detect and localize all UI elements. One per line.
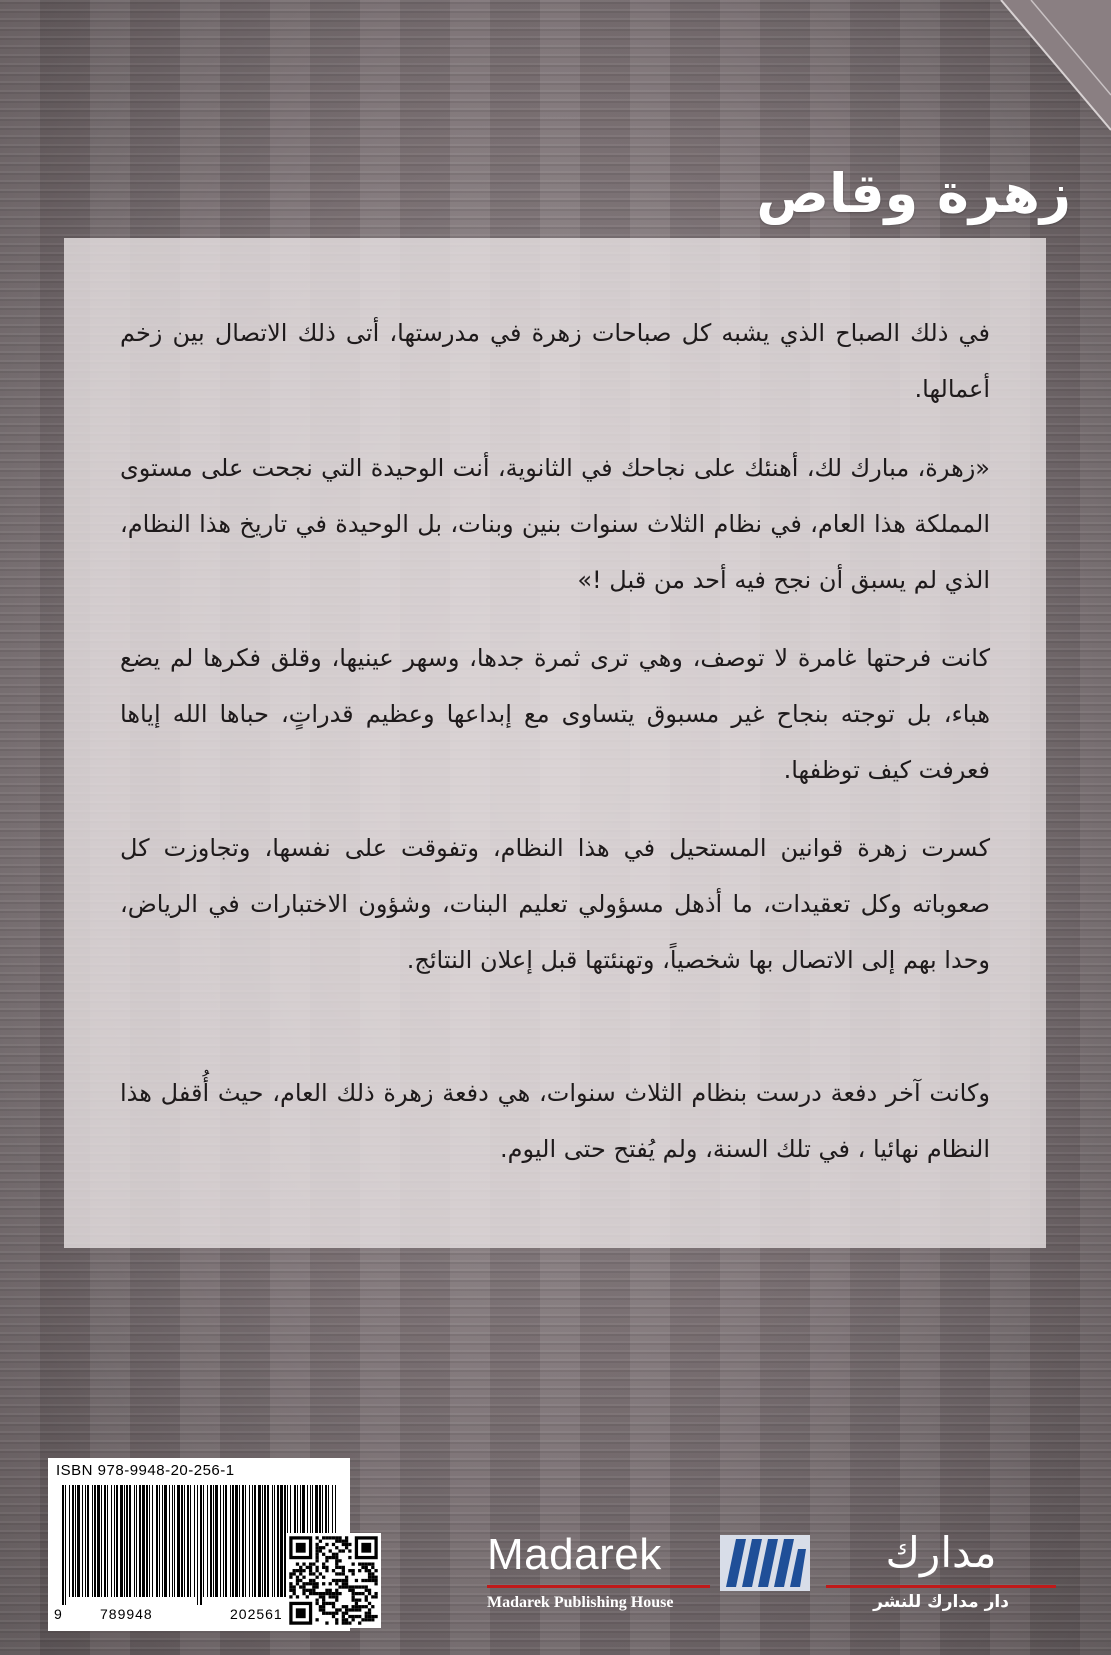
barcode-digit-first: 9 xyxy=(54,1606,62,1622)
publisher-name-arabic: مدارك xyxy=(885,1528,997,1577)
madarek-m-logo-icon xyxy=(720,1535,810,1591)
blurb-paragraph-3: كانت فرحتها غامرة لا توصف، وهي ترى ثمرة جدها، وسهر عينيها، وقلق فكرها لم يضع هباء، بل توجته بنجاح غير مسبوق يتساوى مع إبداعها وعظيم قدراتٍ، حباها الله إياها فعرفت كيف توظفها. xyxy=(120,644,990,784)
publisher-rule-latin xyxy=(487,1585,710,1588)
barcode-digits-right: 202561 xyxy=(230,1606,283,1622)
blurb-paragraph-1: في ذلك الصباح الذي يشبه كل صباحات زهرة في مدرستها، أتى ذلك الاتصال بين زخم أعمالها. xyxy=(120,319,990,403)
publisher-rule-arabic xyxy=(826,1585,1056,1588)
blurb-paragraph-2: «زهرة، مبارك لك، أهنئك على نجاحك في الثانوية، أنت الوحيدة التي نجحت على مستوى المملكة هذا العام، في نظام الثلاث سنوات بنين وبنات، بل الوحيدة في تاريخ هذا النظام، الذي لم يسبق أن نجح فيه أحد من قبل !» xyxy=(120,454,990,594)
publisher-name-latin: Madarek xyxy=(487,1530,662,1579)
folded-corner-icon xyxy=(961,0,1111,150)
blurb-paragraph-5: وكانت آخر دفعة درست بنظام الثلاث سنوات، هي دفعة زهرة ذلك العام، حيث أُقفل هذا النظام نهائيا ، في تلك السنة، ولم يُفتح حتى اليوم. xyxy=(120,1079,990,1163)
isbn-label: ISBN 978-9948-20-256-1 xyxy=(56,1462,235,1479)
publisher-subtitle-latin: Madarek Publishing House xyxy=(487,1594,674,1611)
publisher-subtitle-arabic: دار مدارك للنشر xyxy=(873,1592,1009,1612)
book-title: زهرة وقاص xyxy=(756,162,1071,225)
qr-code-icon xyxy=(286,1533,381,1628)
barcode-digits-left: 789948 xyxy=(100,1606,153,1622)
blurb-paragraph-4: كسرت زهرة قوانين المستحيل في هذا النظام، وتفوقت على نفسها، وتجاوزت كل صعوباته وكل تعقيدات، ما أذهل مسؤولي تعليم البنات، وشؤون الاختبارات في الرياض، وحدا بهم إلى الاتصال بها شخصياً، وتهنئتها قبل إعلان النتائج. xyxy=(120,834,990,974)
